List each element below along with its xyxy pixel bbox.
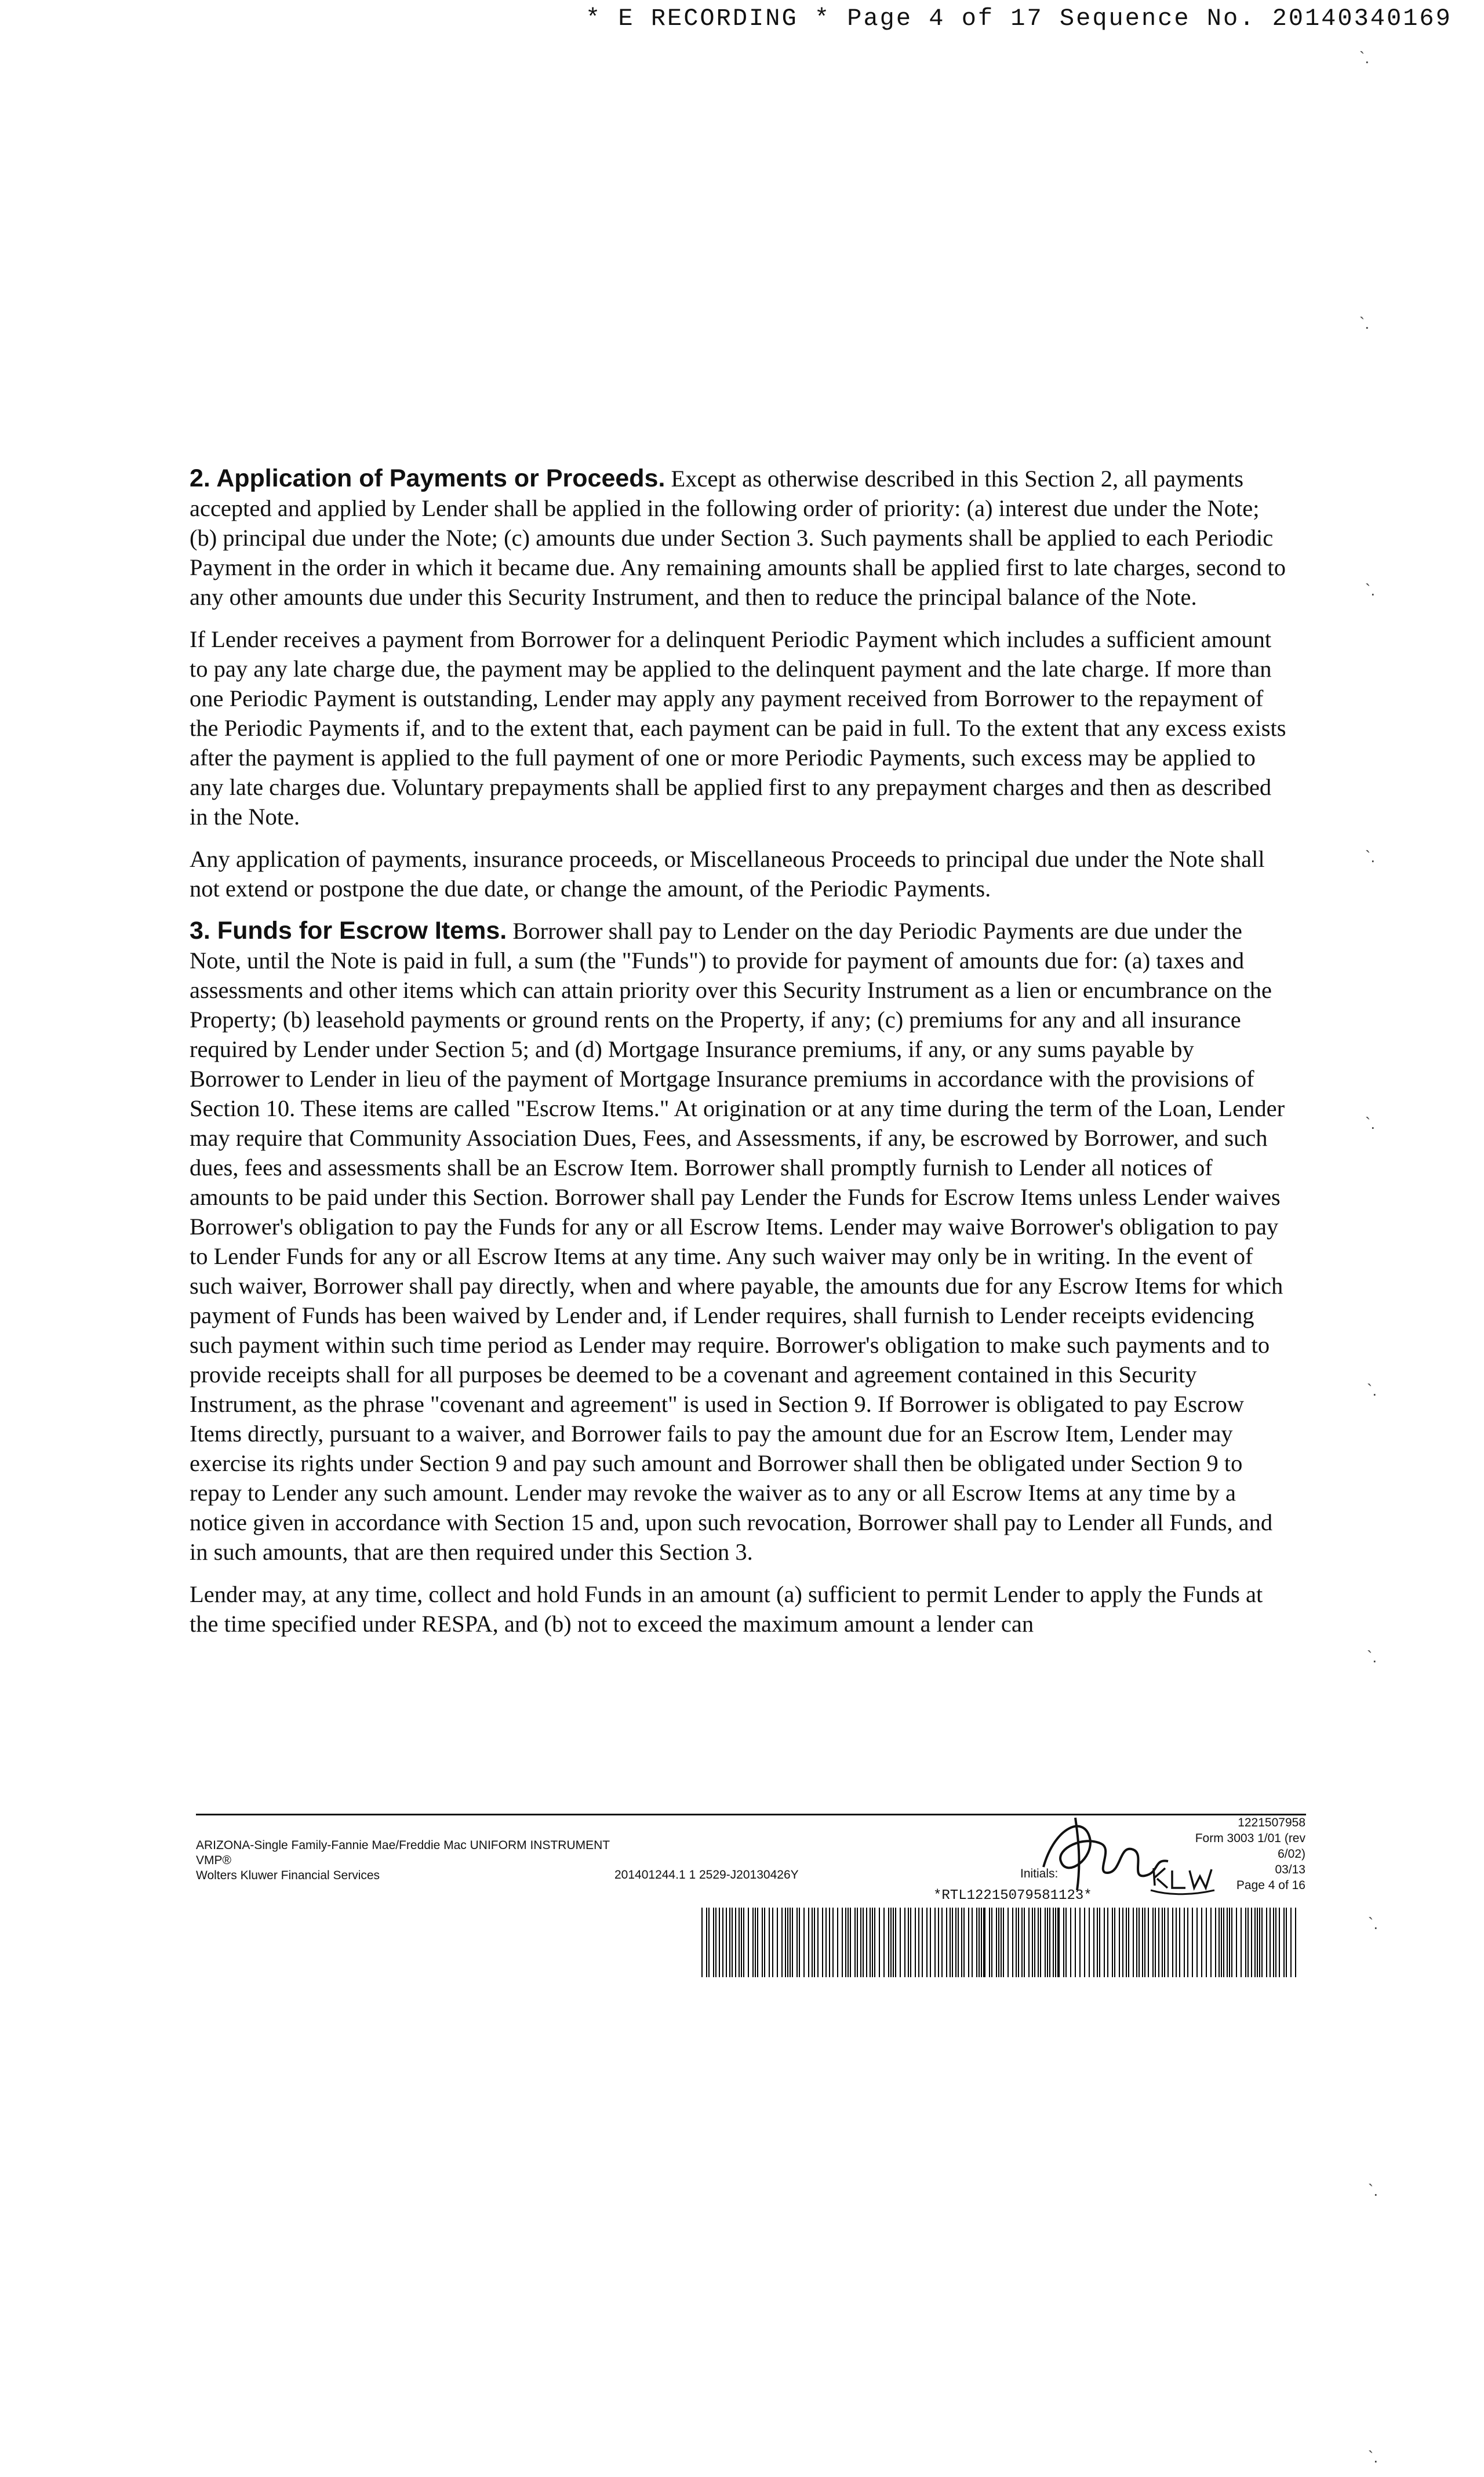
margin-mark: `. (1359, 314, 1370, 332)
publisher-name: Wolters Kluwer Financial Services (196, 1869, 380, 1882)
section-2-paragraph-3: Any application of payments, insurance proceeds, or Miscellaneous Proceeds to principal due under the Note shall not extend or postpone the due date, or change the amount, of the Periodic Payments. (190, 846, 1265, 902)
loan-number: 1221507958 (1238, 1816, 1305, 1829)
document-code: 201401244.1 1 2529-J20130426Y (614, 1868, 799, 1882)
barcode-caption: *RTL12215079581123* (933, 1888, 1092, 1904)
vmp-label: VMP® (196, 1854, 231, 1867)
date-code: 03/13 (1275, 1863, 1305, 1876)
form-number: Form 3003 1/01 (rev 6/02) (1195, 1832, 1305, 1861)
section-3-intro: Borrower shall pay to Lender on the day Periodic Payments are due under the Note, until the Note is paid in full, a sum (the "Funds") to provide for payment of amounts due for: (a) taxes and assessments and other items which can attain priority over this Security Instrument as a lien or encumbrance on the Property; (b) leasehold payments or ground rents on the Property, if any; (c) premiums for any and all insurance required by Lender under Section 5; and (d) Mortgage Insurance premiums, if any, or any sums payable by Borrower to Lender in lieu of the payment of Mortgage Insurance premiums in accordance with the provisions of Section 10. These items are called "Escrow Items." At origination or at any time during the term of the Loan, Lender may require that Community Association Dues, Fees, and Assessments, if any, be escrowed by Borrower, and such dues, fees and assessments shall be an Escrow Item. Borrower shall promptly furnish to Lender all notices of amounts to be paid under this Section. Borrower shall pay Lender the Funds for Escrow Items unless Lender waives Borrower's obligation to pay the Funds for any or all Escrow Items. Lender may waive Borrower's obligation to pay to Lender Funds for any or all Escrow Items at any time. Any such waiver may only be in writing. In the event of such waiver, Borrower shall pay directly, when and where payable, the amounts due for any Escrow Items for which payment of Funds has been waived by Lender and, if Lender requires, shall furnish to Lender receipts evidencing such payment within such time period as Lender may require. Borrower's obligation to make such payments and to provide receipts shall for all purposes be deemed to be a covenant and agreement contained in this Security Instrument, as the phrase "covenant and agreement" is used in Section 9. If Borrower is obligated to pay Escrow Items directly, pursuant to a waiver, and Borrower fails to pay the amount due for an Escrow Item, Lender may exercise its rights under Section 9 and pay such amount and Borrower shall then be obligated under Section 9 to repay to Lender any such amount. Lender may revoke the waiver as to any or all Escrow Items at any time by a notice given in accordance with Section 15 and, upon such revocation, Borrower shall pay to Lender all Funds, and in such amounts, that are then required under this Section 3. (190, 918, 1285, 1565)
margin-mark: `. (1367, 1648, 1377, 1666)
barcode-icon (701, 1908, 1304, 1977)
footer-form-info (196, 1838, 610, 1883)
form-title: ARIZONA-Single Family-Fannie Mae/Freddie Mac UNIFORM INSTRUMENT (196, 1839, 610, 1852)
margin-mark: `. (1368, 1915, 1378, 1933)
margin-mark: `. (1368, 2448, 1378, 2466)
margin-mark: `. (1365, 581, 1376, 599)
margin-mark: `. (1365, 1114, 1376, 1132)
section-2-paragraph-1 (190, 464, 1288, 612)
section-2-paragraph-2: If Lender receives a payment from Borrower for a delinquent Periodic Payment which includes a sufficient amount to pay any late charge due, the payment may be applied to the delinquent payment and the late charge. If more than one Periodic Payment is outstanding, Lender may apply any payment received from Borrower to the repayment of the Periodic Payments if, and to the extent that, each payment can be paid in full. To the extent that any excess exists after the payment is applied to the full payment of one or more Periodic Payments, such excess may be applied to any late charges due. Voluntary prepayments shall be applied first to any prepayment charges and then as described in the Note. (190, 626, 1286, 830)
initials-label: Initials: (1020, 1867, 1059, 1880)
section-3-paragraph-1 (190, 916, 1288, 1567)
section-3-paragraph-2: Lender may, at any time, collect and hold Funds in an amount (a) sufficient to permit Lender to apply the Funds at the time specified under RESPA, and (b) not to exceed the maximum amount a lender can (190, 1581, 1263, 1637)
margin-mark: `. (1368, 2181, 1378, 2199)
page-label: Page 4 of 16 (1236, 1879, 1305, 1892)
document-body (190, 464, 1288, 1651)
margin-mark: `. (1367, 1381, 1377, 1399)
margin-mark: `. (1365, 848, 1376, 866)
margin-mark: `. (1359, 49, 1370, 67)
recording-header: * E RECORDING * Page 4 of 17 Sequence No. 20140340169 (585, 5, 1452, 32)
section-2-title: 2. Application of Payments or Proceeds. (190, 464, 665, 492)
section-3-title: 3. Funds for Escrow Items. (190, 917, 507, 945)
section-2-intro: Except as otherwise described in this Section 2, all payments accepted and applied by Lender shall be applied in the following order of priority: (a) interest due under the Note; (b) principal due under the Note; (c) amounts due under Section 3. Such payments shall be applied to each Periodic Payment in the order in which it became due. Any remaining amounts shall be applied first to late charges, second to any other amounts due under this Security Instrument, and then to reduce the principal balance of the Note. (190, 466, 1286, 610)
